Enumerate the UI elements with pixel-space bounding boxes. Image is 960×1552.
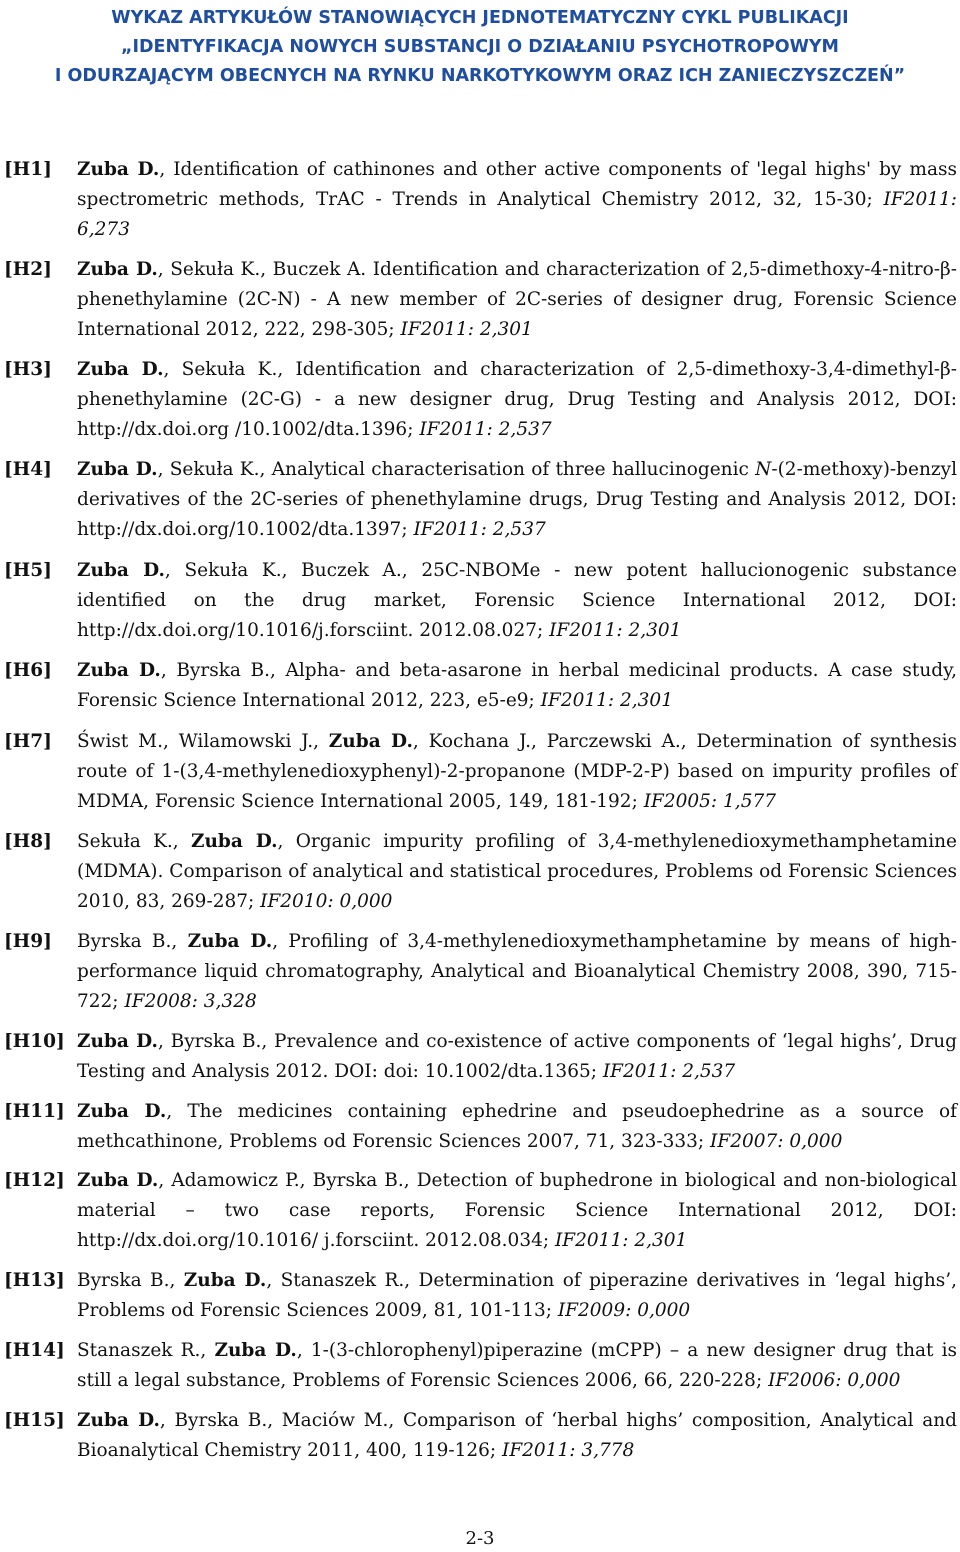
author-highlight: Zuba D.: [183, 1270, 267, 1291]
reference-tag: [H5]: [4, 560, 52, 581]
reference-text-segment: , Sekuła K., Analytical characterisation of three hallucinogenic: [157, 459, 756, 480]
italic-text: IF2011: 2,537: [602, 1061, 736, 1082]
author-highlight: Zuba D.: [77, 560, 165, 581]
reference-text: [77, 1166, 957, 1256]
reference-text-segment: , The medicines containing ephedrine and pseudoephedrine as a source of methcathinone, Problems od Forensic Sciences 2007, 71, 323-333;: [77, 1101, 957, 1152]
reference-text-segment: , Sekuła K., Buczek A. Identification and characterization of 2,5-dimethoxy-4-nitro-β-phenethylamine (2C-N) - A new member of 2C-series of designer drug, Forensic Science International 2012, 222, 298-305;: [77, 259, 957, 340]
italic-text: IF2005: 1,577: [643, 791, 777, 812]
reference-text: [77, 1266, 957, 1326]
reference-text: [77, 155, 957, 245]
heading-line-2: „IDENTYFIKACJA NOWYCH SUBSTANCJI O DZIAŁANIU PSYCHOTROPOWYM: [121, 37, 839, 57]
italic-text: IF2011: 6,273: [77, 189, 957, 240]
reference-text: [77, 656, 957, 716]
reference-tag: [H14]: [4, 1340, 65, 1361]
italic-text: IF2007: 0,000: [710, 1131, 843, 1152]
italic-text: IF2011: 2,301: [400, 319, 533, 340]
italic-text: IF2011: 2,301: [540, 690, 673, 711]
reference-text-segment: , Adamowicz P., Byrska B., Detection of buphedrone in biological and non-biological material – two case reports, Forensic Science International 2012, DOI: http://dx.doi.org/10.1016/ j.forsciint. 2012.08.034;: [77, 1170, 957, 1251]
italic-text: IF2010: 0,000: [260, 891, 393, 912]
italic-text: IF2011: 2,301: [549, 620, 682, 641]
reference-text: [77, 827, 957, 917]
italic-text: IF2008: 3,328: [124, 991, 257, 1012]
author-highlight: Zuba D.: [77, 1170, 159, 1191]
reference-text-segment: , Byrska B., Maciów M., Comparison of ‘herbal highs’ composition, Analytical and Bioanalytical Chemistry 2011, 400, 119-126;: [77, 1410, 957, 1461]
reference-tag: [H6]: [4, 660, 52, 681]
author-highlight: Zuba D.: [77, 459, 158, 480]
author-highlight: Zuba D.: [77, 359, 164, 380]
reference-text: [77, 556, 957, 646]
reference-tag: [H2]: [4, 259, 52, 280]
reference-tag: [H13]: [4, 1270, 65, 1291]
reference-text-segment: , Byrska B., Alpha- and beta-asarone in herbal medicinal products. A case study, Forensic Science International 2012, 223, e5-e9;: [77, 660, 957, 711]
author-highlight: Zuba D.: [77, 159, 160, 180]
reference-text: [77, 1406, 957, 1466]
reference-tag: [H3]: [4, 359, 52, 380]
italic-text: IF2011: 2,301: [554, 1230, 688, 1251]
reference-tag: [H12]: [4, 1170, 65, 1191]
author-highlight: Zuba D.: [187, 931, 273, 952]
reference-text: [77, 727, 957, 817]
reference-text-segment: Świst M., Wilamowski J.,: [77, 731, 329, 752]
reference-text-segment: Stanaszek R.,: [77, 1340, 215, 1361]
reference-text: [77, 1027, 957, 1087]
italic-text: IF2011: 3,778: [502, 1440, 635, 1461]
italic-text: IF2006: 0,000: [768, 1370, 901, 1391]
reference-text: [77, 255, 957, 345]
reference-text-segment: , Organic impurity profiling of 3,4-methylenedioxymethamphetamine (MDMA). Comparison of analytical and statistical procedures, Problems od Forensic Sciences 2010, 83, 269-287;: [77, 831, 957, 912]
reference-text: [77, 927, 957, 1017]
reference-text-segment: , Byrska B., Prevalence and co-existence of active components of ‘legal highs’, Drug Testing and Analysis 2012. DOI: doi: 10.1002/dta.1365;: [77, 1031, 957, 1082]
italic-text: N: [755, 459, 772, 480]
reference-tag: [H11]: [4, 1101, 65, 1122]
reference-tag: [H9]: [4, 931, 52, 952]
reference-text-segment: , Stanaszek R., Determination of piperazine derivatives in ‘legal highs’, Problems od Forensic Sciences 2009, 81, 101-113;: [77, 1270, 957, 1321]
heading-line-1: WYKAZ ARTYKUŁÓW STANOWIĄCYCH JEDNOTEMATYCZNY CYKL PUBLIKACJI: [111, 8, 849, 28]
reference-tag: [H4]: [4, 459, 52, 480]
author-highlight: Zuba D.: [77, 1031, 158, 1052]
page-number: 2-3: [465, 1528, 495, 1549]
reference-tag: [H7]: [4, 731, 52, 752]
reference-text: [77, 355, 957, 445]
reference-tag: [H8]: [4, 831, 52, 852]
reference-text: [77, 1097, 957, 1157]
author-highlight: Zuba D.: [190, 831, 278, 852]
italic-text: IF2009: 0,000: [557, 1300, 691, 1321]
italic-text: IF2011: 2,537: [413, 519, 546, 540]
author-highlight: Zuba D.: [77, 660, 161, 681]
reference-text-segment: , Identification of cathinones and other active components of 'legal highs' by mass spectrometric methods, TrAC - Trends in Analytical Chemistry 2012, 32, 15-30;: [77, 159, 957, 210]
reference-tag: [H1]: [4, 159, 52, 180]
reference-text: [77, 455, 957, 545]
reference-text: [77, 1336, 957, 1396]
author-highlight: Zuba D.: [77, 1410, 160, 1431]
author-highlight: Zuba D.: [214, 1340, 297, 1361]
reference-text-segment: Byrska B.,: [77, 1270, 184, 1291]
reference-text-segment: , Kochana J., Parczewski A., Determination of synthesis route of 1-(3,4-methylenedioxyphenyl)-2-propanone (MDP-2-P) based on impurity profiles of MDMA, Forensic Science International 2005, 149, 181-192;: [77, 731, 957, 812]
reference-text-segment: , Sekuła K., Identification and characterization of 2,5-dimethoxy-3,4-dimethyl-β-phenethylamine (2C-G) - a new designer drug, Drug Testing and Analysis 2012, DOI: http://dx.doi.org /10.1002/dta.1396;: [77, 359, 957, 440]
reference-text-segment: Byrska B.,: [77, 931, 188, 952]
author-highlight: Zuba D.: [77, 259, 158, 280]
italic-text: IF2011: 2,537: [419, 419, 552, 440]
reference-text-segment: , 1-(3-chlorophenyl)piperazine (mCPP) – a new designer drug that is still a legal substance, Problems of Forensic Sciences 2006, 66, 220-228;: [77, 1340, 957, 1391]
reference-text-segment: , Sekuła K., Buczek A., 25C-NBOMe - new potent hallucionogenic substance identified on the drug market, Forensic Science International 2012, DOI: http://dx.doi.org/10.1016/j.forsciint. 2012.08.027;: [77, 560, 957, 641]
author-highlight: Zuba D.: [328, 731, 413, 752]
reference-text-segment: , Profiling of 3,4-methylenedioxymethamphetamine by means of high-performance liquid chromatography, Analytical and Bioanalytical Chemistry 2008, 390, 715-722;: [77, 931, 957, 1012]
author-highlight: Zuba D.: [77, 1101, 167, 1122]
heading-line-3: I ODURZAJĄCYM OBECNYCH NA RYNKU NARKOTYKOWYM ORAZ ICH ZANIECZYSZCZEŃ”: [54, 66, 906, 86]
reference-tag: [H15]: [4, 1410, 65, 1431]
reference-text-segment: Sekuła K.,: [77, 831, 191, 852]
reference-text-segment: -(2-methoxy)-benzyl derivatives of the 2C-series of phenethylamine drugs, Drug Testing and Analysis 2012, DOI: http://dx.doi.org/10.1002/dta.1397;: [77, 459, 957, 540]
reference-tag: [H10]: [4, 1031, 65, 1052]
